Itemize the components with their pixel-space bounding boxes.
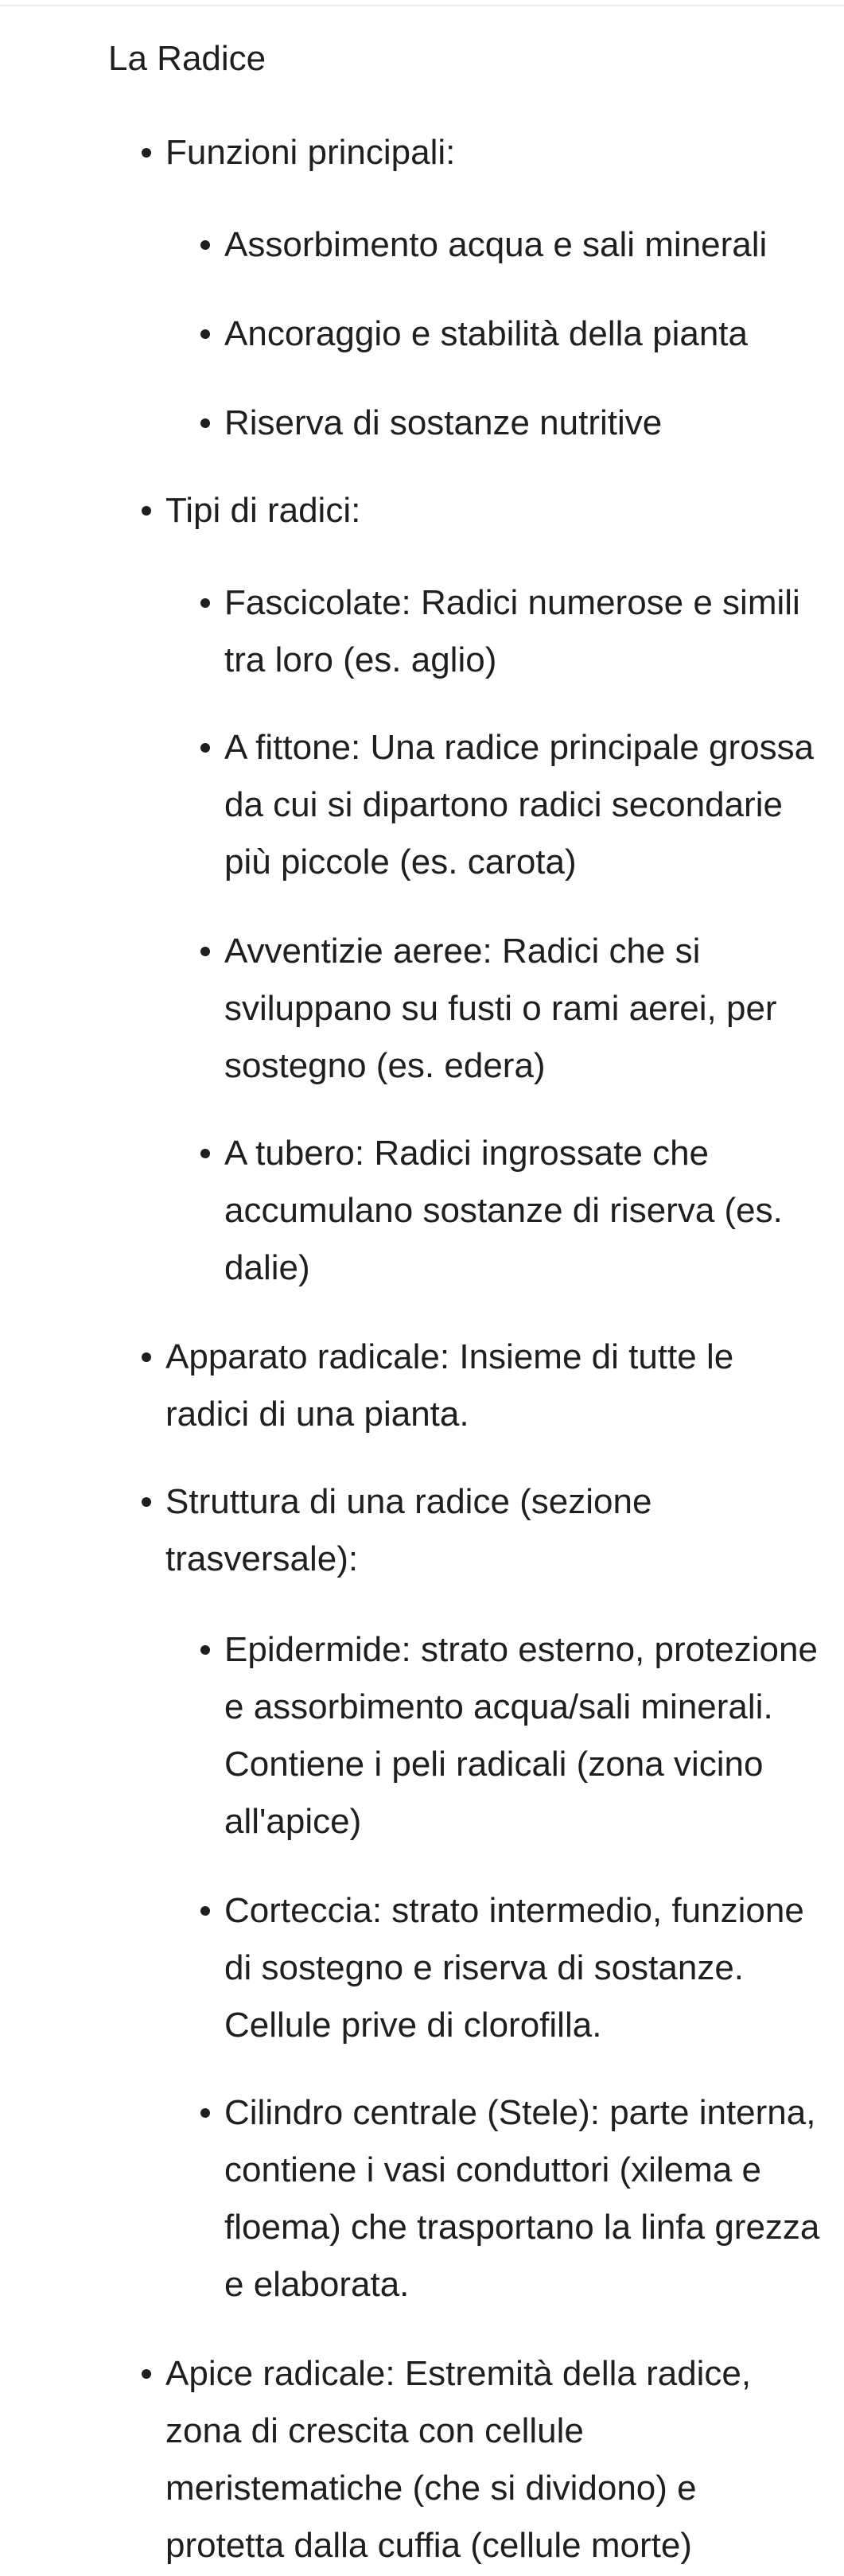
bullet-icon	[200, 1906, 210, 1916]
list-item-struttura	[165, 1473, 818, 1588]
sub-item-riserva	[224, 395, 829, 452]
item-term: Fascicolate:	[224, 583, 411, 622]
item-term: A tubero:	[224, 1134, 365, 1173]
item-term: Tipi di radici:	[165, 491, 361, 530]
bullet-icon	[200, 598, 210, 608]
sub-item-ancoraggio	[224, 305, 829, 363]
item-term: Epidermide:	[224, 1630, 411, 1669]
sub-item-corteccia	[224, 1882, 829, 2054]
list-item-funzioni	[165, 124, 818, 181]
top-divider	[0, 0, 844, 6]
bullet-icon	[200, 947, 210, 956]
bullet-icon	[200, 1645, 210, 1655]
bullet-icon	[142, 1352, 151, 1362]
bullet-icon	[200, 418, 210, 428]
bullet-icon	[200, 329, 210, 339]
item-term: Cilindro centrale (Stele):	[224, 2093, 600, 2132]
item-desc: Radici numerose e simili tra loro (es. aglio)	[224, 583, 800, 679]
item-desc: Radici ingrossate che accumulano sostanze di riserva (es. dalie)	[224, 1134, 783, 1287]
bullet-icon	[200, 2108, 210, 2118]
item-desc: strato intermedio, funzione di sostegno e riserva di sostanze. Cellule prive di clorofilla.	[224, 1891, 804, 2045]
list-item-apparato	[165, 1329, 818, 1443]
item-desc: Radici che si sviluppano su fusti o rami aerei, per sostegno (es. edera)	[224, 932, 777, 1085]
item-term: Apice radicale:	[165, 2354, 395, 2393]
bullet-icon	[142, 506, 151, 516]
item-desc: parte interna, contiene i vasi conduttori (xilema e floema) che trasportano la linfa grezza e elaborata.	[224, 2093, 820, 2304]
item-term: Corteccia:	[224, 1891, 383, 1930]
list-item-apice	[165, 2345, 818, 2574]
item-term: Struttura di una radice (sezione trasversale):	[165, 1482, 652, 1578]
bullet-icon	[200, 1149, 210, 1158]
item-desc: Estremità della radice, zona di crescita con cellule meristematiche (che si dividono) e protetta dalla cuffia (cellule morte)	[165, 2354, 752, 2565]
item-desc: Insieme di tutte le radici di una pianta.	[165, 1337, 734, 1434]
bullet-icon	[200, 743, 210, 753]
sub-item-epidermide	[224, 1621, 829, 1850]
bullet-icon	[142, 148, 151, 158]
item-term: Funzioni principali:	[165, 133, 456, 172]
item-text: Assorbimento acqua e sali minerali	[224, 225, 768, 264]
list-item-tipi	[165, 482, 818, 539]
sub-item-assorbimento	[224, 216, 829, 274]
item-term: Apparato radicale:	[165, 1337, 450, 1376]
sub-item-fascicolate	[224, 574, 829, 689]
sub-item-tubero	[224, 1125, 829, 1297]
page-title: La Radice	[108, 39, 266, 78]
item-text: Riserva di sostanze nutritive	[224, 403, 663, 442]
sub-item-fittone	[224, 719, 829, 891]
item-text: Ancoraggio e stabilità della pianta	[224, 314, 749, 353]
sub-item-avventizie	[224, 923, 829, 1095]
bullet-icon	[200, 240, 210, 250]
item-term: A fittone:	[224, 728, 361, 767]
item-term: Avventizie aeree:	[224, 932, 492, 971]
item-desc: Una radice principale grossa da cui si dipartono radici secondarie più piccole (es. carota)	[224, 728, 815, 881]
item-desc: strato esterno, protezione e assorbimento acqua/sali minerali. Contiene i peli radicali (zona vicino all'apice)	[224, 1630, 818, 1841]
bullet-icon	[142, 1497, 151, 1507]
bullet-icon	[142, 2369, 151, 2379]
sub-item-cilindro	[224, 2084, 829, 2313]
